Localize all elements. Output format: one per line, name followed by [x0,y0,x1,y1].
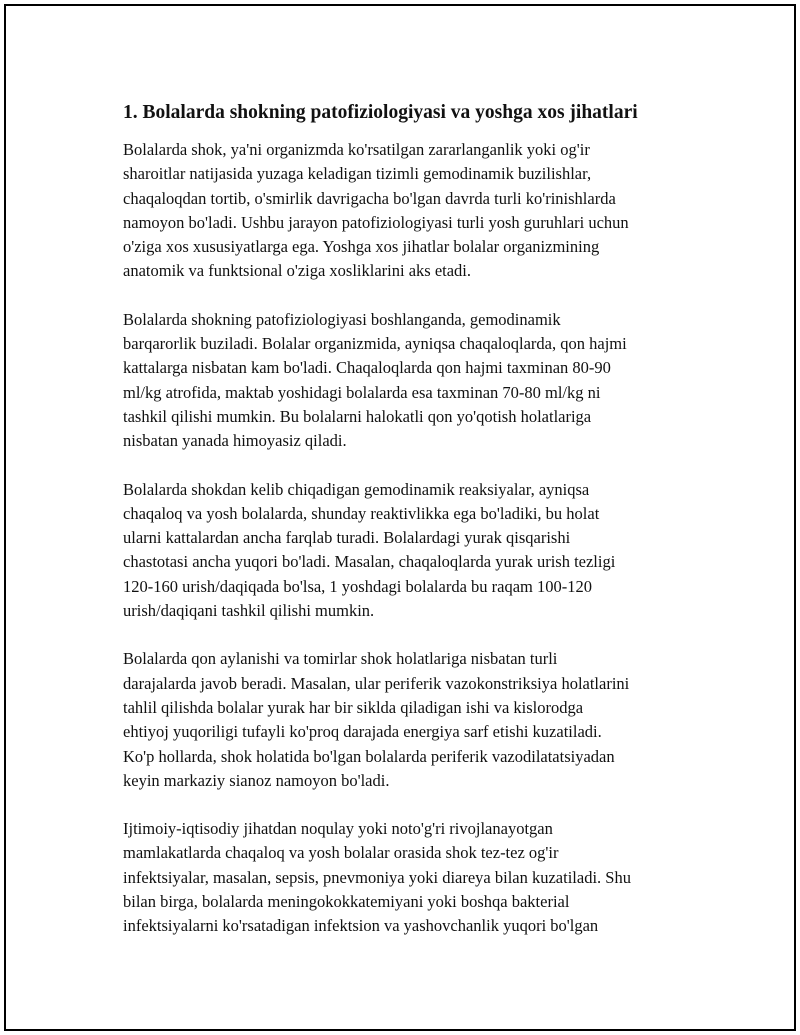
text-line: 120-160 urish/daqiqada bo'lsa, 1 yoshdagi bolalarda bu raqam 100-120 [123,576,592,596]
text-line: Bolalarda shok, ya'ni organizmda ko'rsatilgan zararlanganlik yoki og'ir [123,140,590,159]
text-line: ularni kattalardan ancha farqlab turadi. Bolalardagi yurak qisqarishi [123,528,571,548]
text-line: namoyon bo'ladi. Ushbu jarayon patofiziologiyasi turli yosh guruhlari uchun [123,212,629,232]
paragraph-3 [123,478,703,624]
text-line: keyin markaziy sianoz namoyon bo'ladi. [123,770,390,790]
text-line: kattalarga nisbatan kam bo'ladi. Chaqaloqlarda qon hajmi taxminan 80-90 [123,358,611,378]
text-line: Bolalarda shokning patofiziologiyasi boshlanganda, gemodinamik [123,309,561,329]
text-line: chaqaloqdan tortib, o'smirlik davrigacha bo'lgan davrda turli ko'rinishlarda [123,188,616,208]
text-line: tahlil qilishda bolalar yurak har bir siklda qiladigan ishi va kislorodga [123,697,584,717]
paragraph-5 [123,817,703,938]
text-line: chastotasi ancha yuqori bo'ladi. Masalan, chaqaloqlarda yurak urish tezligi [123,552,616,572]
text-line: Bolalarda qon aylanishi va tomirlar shok holatlariga nisbatan turli [123,649,558,669]
text-line: chaqaloq va yosh bolalarda, shunday reaktivlikka ega bo'ladiki, bu holat [123,503,600,523]
text-line: bilan birga, bolalarda meningokokkatemiyani yoki boshqa bakterial [123,892,570,912]
paragraph-4 [123,647,703,793]
page [4,4,796,1031]
paragraph-2 [123,308,703,454]
text-line: mamlakatlarda chaqaloq va yosh bolalar orasida shok tez-tez og'ir [123,843,559,863]
text-line: tashkil qilishi mumkin. Bu bolalarni halokatli qon yo'qotish holatlariga [123,406,592,426]
text-line: darajalarda javob beradi. Masalan, ular periferik vazokonstriksiya holatlarini [123,673,630,693]
text-line: urish/daqiqani tashkil qilishi mumkin. [123,601,375,621]
text-line: Ko'p hollarda, shok holatida bo'lgan bolalarda periferik vazodilatatsiyadan [123,746,615,766]
text-line: Bolalarda shokdan kelib chiqadigan gemodinamik reaksiyalar, ayniqsa [123,479,590,499]
text-line: infektsiyalarni ko'rsatadigan infektsion va yashovchanlik yuqori bo'lgan [123,916,599,936]
text-line: anatomik va funktsional o'ziga xosliklarini aks etadi. [123,261,472,281]
text-line: sharoitlar natijasida yuzaga keladigan tizimli gemodinamik buzilishlar, [123,164,592,184]
text-line: ml/kg atrofida, maktab yoshidagi bolalarda esa taxminan 70-80 ml/kg ni [123,382,601,402]
text-line: nisbatan yanada himoyasiz qiladi. [123,431,347,451]
paragraph-1 [123,138,703,284]
document-body [123,100,703,963]
text-line: Ijtimoiy-iqtisodiy jihatdan noqulay yoki noto'g'ri rivojlanayotgan [123,819,553,839]
text-line: ehtiyoj yuqoriligi tufayli ko'proq darajada energiya sarf etishi kuzatiladi. [123,722,602,742]
text-line: o'ziga xos xususiyatlarga ega. Yoshga xos jihatlar bolalar organizmining [123,237,600,257]
text-line: barqarorlik buziladi. Bolalar organizmida, ayniqsa chaqaloqlarda, qon hajmi [123,334,627,354]
section-heading: 1. Bolalarda shokning patofiziologiyasi va yoshga xos jihatlari [123,102,638,123]
text-line: infektsiyalar, masalan, sepsis, pnevmoniya yoki diareya bilan kuzatiladi. Shu [123,867,631,887]
